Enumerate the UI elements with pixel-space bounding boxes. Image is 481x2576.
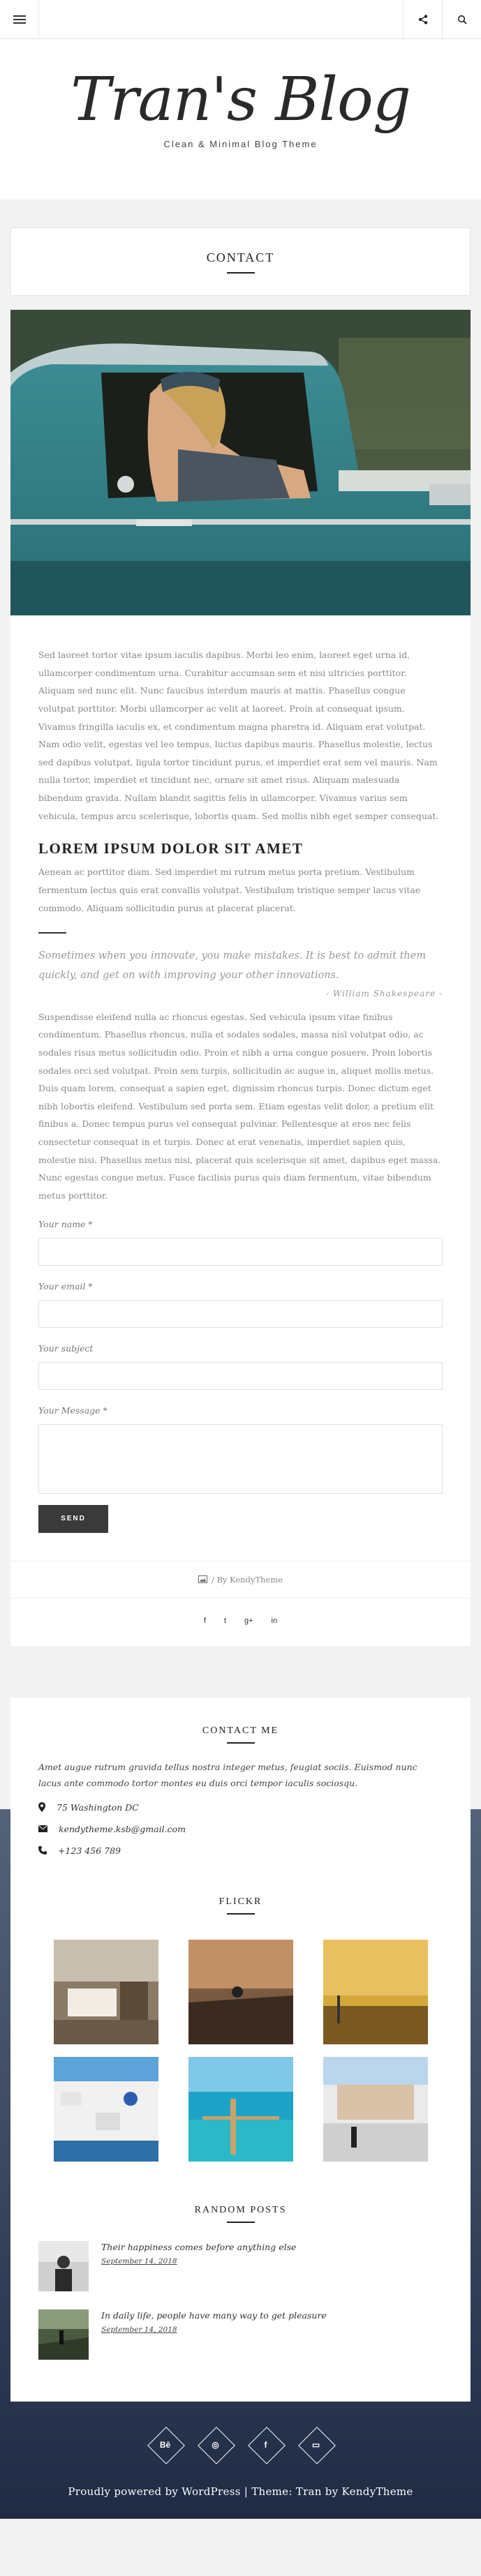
quote-divider xyxy=(38,932,66,934)
post-info xyxy=(101,2241,296,2291)
dribbble-icon-glyph: ◎ xyxy=(212,2439,219,2450)
article xyxy=(10,310,471,1646)
blockquote: Sometimes when you innovate, you make mistakes. It is best to admit them quickly, and get on with improving your other innovations. xyxy=(38,950,427,982)
phone-number: +123 456 789 xyxy=(58,1845,121,1856)
flickr-photo[interactable] xyxy=(323,1940,428,2044)
site-tagline: Clean & Minimal Blog Theme xyxy=(163,138,318,149)
hamburger-icon xyxy=(13,15,26,24)
post-author[interactable]: / By KendyTheme xyxy=(211,1574,283,1585)
flickr-photo[interactable] xyxy=(188,2057,293,2162)
twitter-share-icon[interactable]: t xyxy=(223,1616,226,1625)
email-line xyxy=(38,1824,443,1834)
title-divider xyxy=(227,272,255,274)
facebook-icon-glyph: f xyxy=(264,2439,267,2450)
send-button[interactable]: SEND xyxy=(38,1505,108,1533)
search-button[interactable] xyxy=(442,0,481,39)
subject-label: Your subject xyxy=(38,1342,94,1354)
email-address[interactable]: kendytheme.ksb@gmail.com xyxy=(59,1823,186,1834)
footer-credit[interactable]: Proudly powered by WordPress | Theme: Tran by KendyTheme xyxy=(68,2485,413,2498)
name-field[interactable] xyxy=(38,1238,443,1266)
page-title: CONTACT xyxy=(206,250,275,264)
contact-widget-title: CONTACT ME xyxy=(202,1725,279,1736)
phone-icon xyxy=(38,1846,47,1855)
footer-area xyxy=(0,1698,481,2519)
contact-widget-text: Amet augue rutrum gravida tellus nostra integer metus, feugiat sociis. Euismod nunc lacus ante commodo tortor montes eu duis orci tempor iaculis sociosqu. xyxy=(38,1761,417,1788)
random-post xyxy=(38,2309,443,2360)
address: 75 Washington DC xyxy=(57,1802,139,1813)
phone-line xyxy=(38,1845,443,1856)
address-line xyxy=(38,1802,443,1813)
google-plus-share-icon[interactable]: g+ xyxy=(244,1616,253,1625)
map-pin-icon xyxy=(38,1802,45,1812)
post-date[interactable]: September 14, 2018 xyxy=(101,2257,177,2266)
flickr-widget-title: FLICKR xyxy=(219,1896,262,1907)
post-thumbnail[interactable] xyxy=(38,2241,89,2291)
footer-social xyxy=(0,2402,481,2463)
post-meta xyxy=(10,1561,471,1598)
facebook-share-icon[interactable]: f xyxy=(203,1616,206,1625)
share-icon xyxy=(418,15,428,24)
email-field[interactable] xyxy=(38,1300,443,1328)
behance-icon-glyph: Bē xyxy=(159,2439,171,2450)
flickr-icon[interactable] xyxy=(298,2427,334,2463)
article-heading: LOREM IPSUM DOLOR SIT AMET xyxy=(38,840,304,858)
flickr-photo[interactable] xyxy=(54,1940,158,2044)
menu-button[interactable] xyxy=(0,0,39,39)
widget-divider xyxy=(227,1913,255,1915)
behance-icon[interactable] xyxy=(147,2427,184,2463)
top-bar xyxy=(0,0,481,39)
image-format-icon xyxy=(198,1575,207,1583)
flickr-icon-glyph: ▭ xyxy=(311,2439,320,2450)
post-title[interactable]: In daily life, people have many way to get pleasure xyxy=(101,2309,327,2321)
name-label: Your name * xyxy=(38,1218,93,1229)
post-title[interactable]: Their happiness comes before anything else xyxy=(101,2241,297,2252)
linkedin-share-icon[interactable]: in xyxy=(271,1616,278,1625)
page-title-card xyxy=(10,227,471,296)
share-links xyxy=(10,1598,471,1643)
post-info xyxy=(101,2309,327,2360)
widget-divider xyxy=(227,2222,255,2223)
random-post xyxy=(38,2241,443,2291)
site-title[interactable]: Tran's Blog xyxy=(71,65,410,135)
flickr-photo[interactable] xyxy=(188,1940,293,2044)
envelope-icon xyxy=(38,1825,47,1832)
main-content xyxy=(0,200,481,1646)
random-posts-title: RANDOM POSTS xyxy=(194,2204,287,2215)
message-label: Your Message * xyxy=(38,1405,108,1416)
site-header xyxy=(0,39,481,200)
post-date[interactable]: September 14, 2018 xyxy=(101,2326,177,2335)
article-paragraph: Aenean ac porttitor diam. Sed imperdiet mi rutrum metus porta pretium. Vestibulum fermentum lectus quis erat convallis volutpat. Vestibulum tristique semper lacus vitae commodo. Aliquam sollicitudin purus at placerat placerat. xyxy=(38,867,421,913)
post-thumbnail[interactable] xyxy=(38,2309,89,2360)
article-paragraph: Suspendisse eleifend nulla ac rhoncus egestas. Sed vehicula ipsum vitae finibus condimentum. Phasellus rhoncus, nulla et sodales sodales, massa nisl volutpat odio, ac sodales risus metus sollicitudin odio. Proin et nibh a urna congue posuere. Proin lobortis sodales orci sed volutpat. Proin sem turpis, sollicitudin ac augue in, aliquet mollis metus. Duis quam lorem, consequat a sapien eget, dignissim rhoncus turpis. Donec dictum eget nibh lobortis eleifend. Vestibulum sed porta sem. Etiam egestas velit dolor, a pretium elit finibus a. Donec tempus purus vel consequat pulvinar. Pellentesque at eros nec felis consectetur consequat in et turpis. Donec at erat venenatis, imperdiet sapien quis, molestie nisi. Phasellus metus nisi, placerat quis scelerisque sit amet, dapibus eget massa. Nunc egestas congue metus. Fusce facilisis purus quis diam fermentum, vitae bibendum metus porttitor. xyxy=(38,1011,441,1201)
article-body xyxy=(10,615,471,1533)
widget-panel xyxy=(10,1698,471,2402)
share-button[interactable] xyxy=(403,0,442,39)
widget-divider xyxy=(227,1742,255,1744)
article-intro: Sed laoreet tortor vitae ipsum iaculis dapibus. Morbi leo enim, laoreet eget urna id, ullamcorper condimentum urna. Curabitur accumsan sem et nisi ultricies porttitor. Aliquam sed nunc elit. Nunc faucibus interdum mauris at mattis. Phasellus congue volutpat porttitor. Morbi ullamcorper ac velit at laoreet. Proin at consequat ipsum. Vivamus fringilla iaculis ex, et condimentum magna pharetra id. Aliquam erat volutpat. Nam odio velit, egestas vel leo tempus, luctus dapibus mauris. Phasellus molestie, lectus sed dapibus volutpat, ligula tortor tincidunt purus, et imperdiet erat sem vel mauris. Nam nulla tortor, imperdiet et tincidunt nec, ornare sit amet risus. Aliquam malesuada bibendum gravida. Nullam blandit sagittis felis in ullamcorper. Vivamus varius sem vehicula, tempus arcu scelerisque, lobortis quam. Sed mollis nibh eget semper consequat. xyxy=(38,650,439,821)
search-icon xyxy=(457,15,467,24)
featured-image xyxy=(10,310,471,615)
facebook-icon[interactable] xyxy=(248,2427,284,2463)
flickr-gallery xyxy=(38,1940,443,2162)
flickr-photo[interactable] xyxy=(54,2057,158,2162)
subject-field[interactable] xyxy=(38,1362,443,1390)
top-bar-actions xyxy=(403,0,481,39)
quote-author: - William Shakespeare - xyxy=(326,988,443,998)
message-field[interactable] xyxy=(38,1424,443,1494)
contact-form xyxy=(38,1219,443,1533)
email-label: Your email * xyxy=(38,1280,93,1291)
dribbble-icon[interactable] xyxy=(198,2427,234,2463)
flickr-photo[interactable] xyxy=(323,2057,428,2162)
